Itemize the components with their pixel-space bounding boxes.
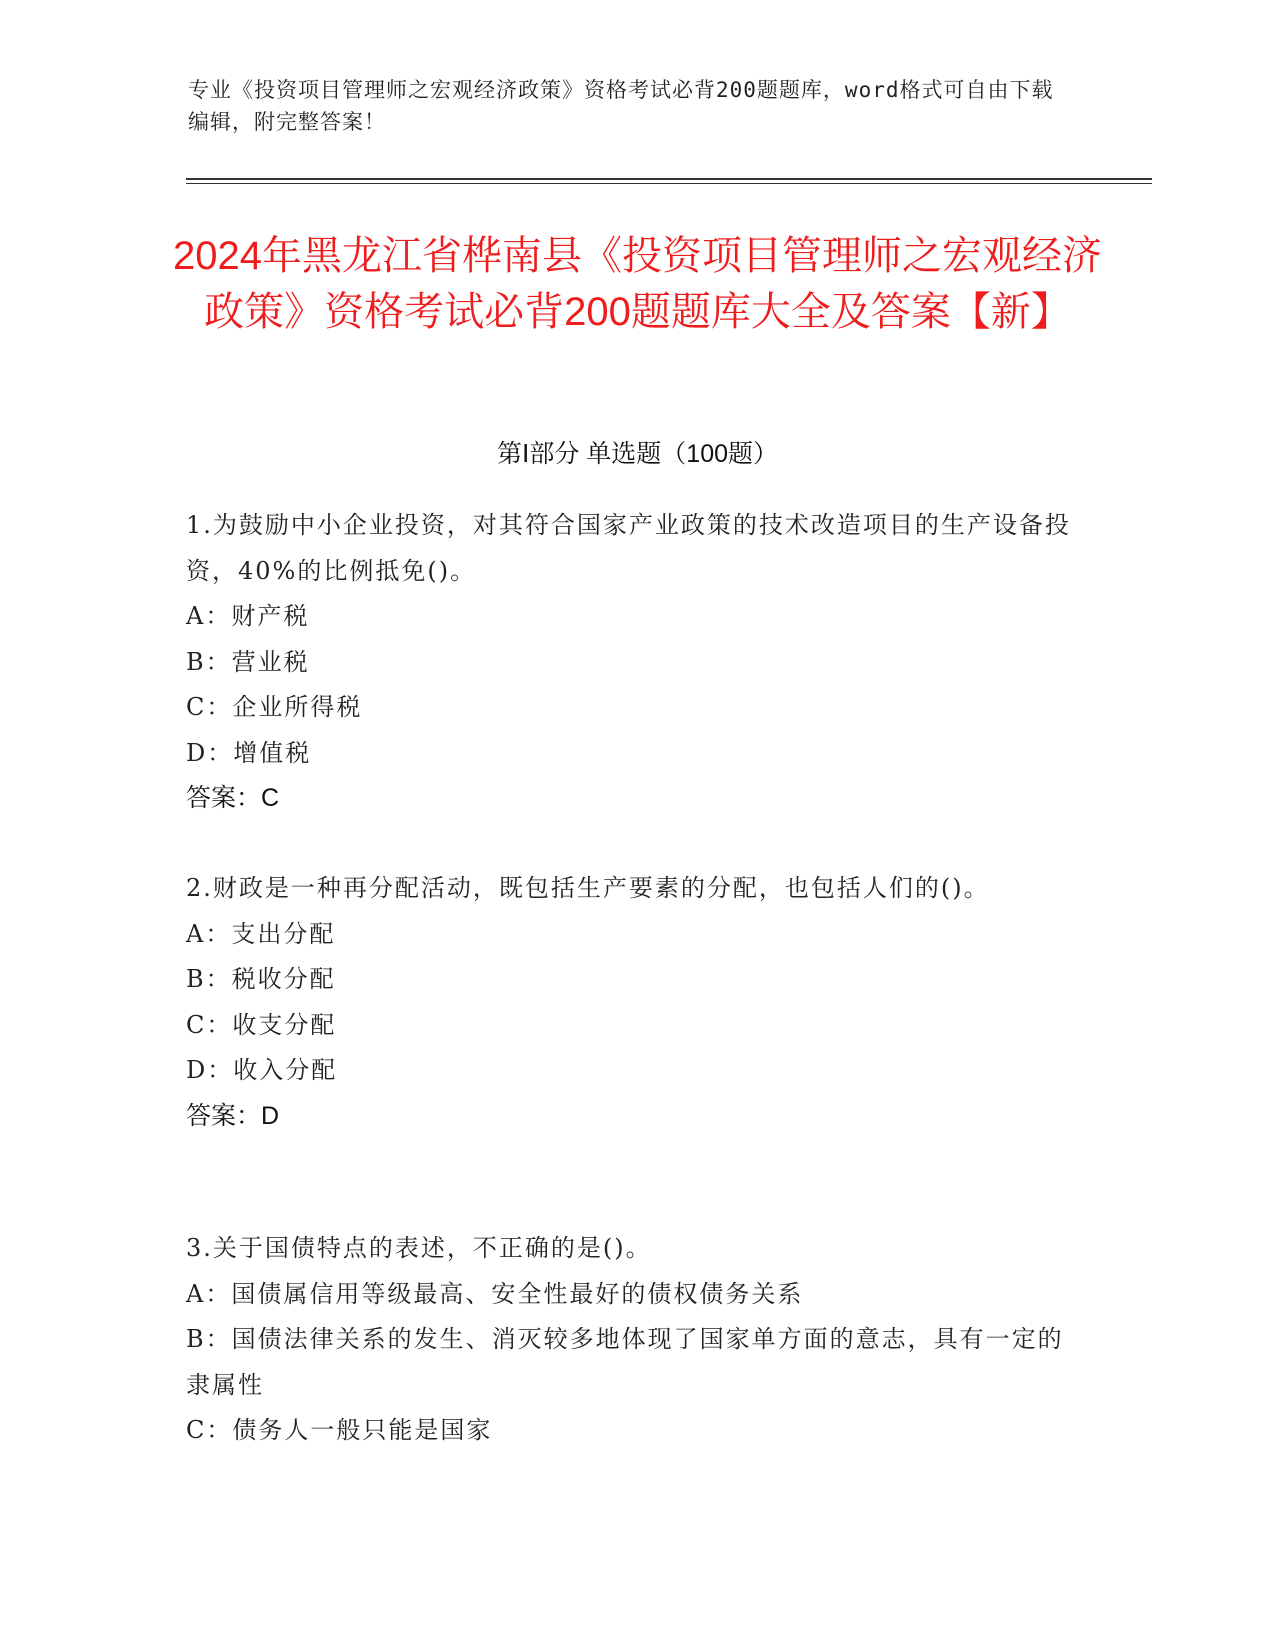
option-d: D：增值税 [186, 738, 312, 767]
option-b: B：国债法律关系的发生、消灭较多地体现了国家单方面的意志，具有一定的隶属性 [186, 1325, 1064, 1399]
question-stem: 2.财政是一种再分配活动，既包括生产要素的分配，也包括人们的()。 [186, 874, 990, 902]
option-a: A：国债属信用等级最高、安全性最好的债权债务关系 [186, 1279, 804, 1308]
option-c: C：债务人一般只能是国家 [186, 1416, 493, 1444]
question-2 [186, 866, 1071, 1139]
answer-line: 答案：D [186, 1101, 280, 1130]
section-title: 第Ⅰ部分 单选题（100题） [496, 440, 779, 468]
question-3 [186, 1226, 1071, 1454]
question-stem: 1.为鼓励中小企业投资，对其符合国家产业政策的技术改造项目的生产设备投资，40%的比例抵免()。 [186, 511, 1071, 585]
option-c: C：企业所得税 [186, 693, 363, 721]
document-title: 2024年黑龙江省桦南县《投资项目管理师之宏观经济政策》资格考试必背200题题库大全及答案【新】 [173, 234, 1102, 334]
header-note: 专业《投资项目管理师之宏观经济政策》资格考试必背200题题库，word格式可自由下载编辑，附完整答案！ [188, 78, 1054, 134]
question-stem: 3.关于国债特点的表述，不正确的是()。 [186, 1234, 652, 1262]
question-1 [186, 503, 1071, 822]
answer-line: 答案：C [186, 784, 280, 812]
option-b: B：税收分配 [186, 965, 336, 993]
option-b: B：营业税 [186, 647, 310, 676]
header-divider [186, 178, 1152, 180]
header-divider-thin [186, 183, 1152, 184]
option-a: A：财产税 [186, 602, 310, 630]
option-d: D：收入分配 [186, 1056, 338, 1084]
option-c: C：收支分配 [186, 1010, 337, 1039]
option-a: A：支出分配 [186, 919, 336, 948]
